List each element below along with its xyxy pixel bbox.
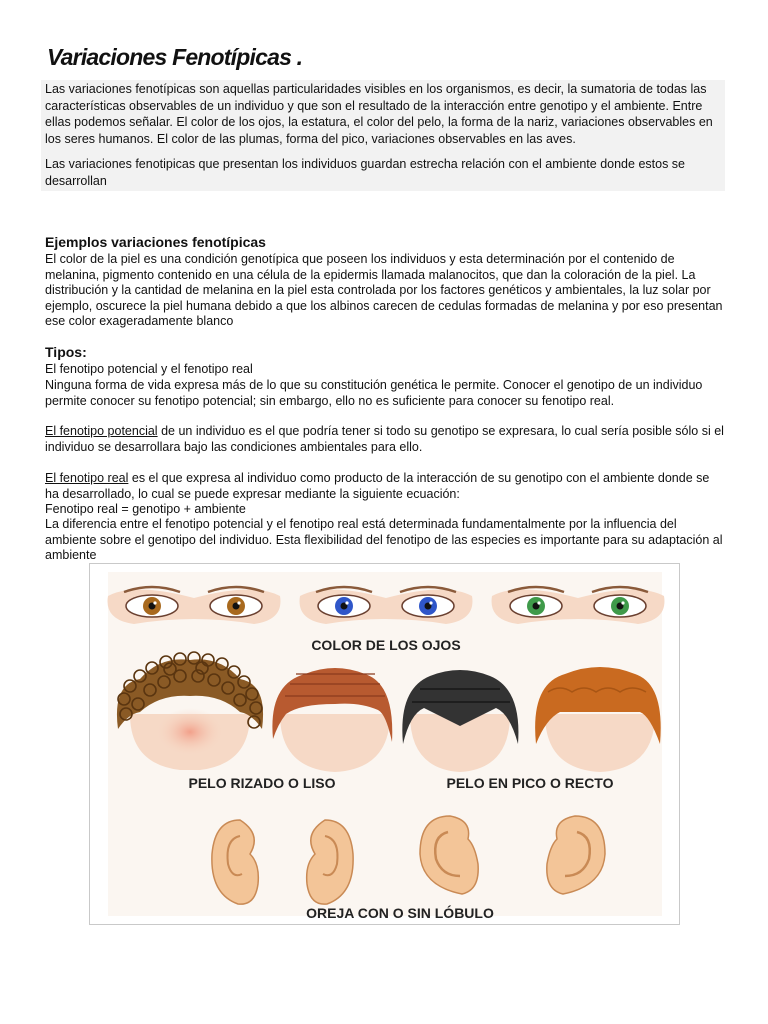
intro-paragraph-1: Las variaciones fenotípicas son aquellas particularidades visibles en los organismos, es decir, la sumatoria de todas las características observables de un individuo y que son el resultado de la interacción entre genotipo y el ambiente. Entre ellas podemos señalar. El color de los ojos, la estatura, el color del pelo, la forma de la nariz, variaciones observables en los seres humanos. El color de las plumas, forma del pico, variaciones observables en las aves. <box>45 82 713 146</box>
hair-label-peak: PELO EN PICO O RECTO <box>446 775 614 791</box>
eye-highlight <box>237 601 240 604</box>
phenotype-illustration-svg <box>90 564 679 924</box>
examples-heading: Ejemplos variaciones fenotípicas <box>45 234 266 250</box>
intro-box <box>41 80 725 191</box>
eye-highlight <box>153 601 156 604</box>
tipos-heading: Tipos: <box>45 344 87 360</box>
eye-highlight <box>429 601 432 604</box>
hair-label-curly: PELO RIZADO O LISO <box>188 775 336 791</box>
eye-highlight <box>345 601 348 604</box>
tipos-line-2: Ninguna forma de vida expresa más de lo que su constitución genética le permite. Conocer el genotipo de un individuo permite conocer su fenotipo potencial; sin embargo, ello no es suficiente para conocer su fenotipo real. <box>45 378 703 408</box>
fenotipo-real-paragraph <box>45 471 725 502</box>
cheek-blush <box>156 708 224 756</box>
eyes-label: COLOR DE LOS OJOS <box>311 637 461 653</box>
fenotipo-potencial-term: El fenotipo potencial <box>45 424 158 438</box>
tipos-line-1: El fenotipo potencial y el fenotipo real <box>45 362 253 376</box>
equation-line: Fenotipo real = genotipo + ambiente <box>45 502 246 516</box>
examples-body: El color de la piel es una condición genotípica que poseen los individuos y esta determinación por el contenido de melanina, pigmento contenido en una célula de la epidermis llamada malanocitos, que dan la coloración de la piel. La distribución y la cantidad de melanina en la piel esta controlada por los factores genéticos y ambientales, la luz solar por ejemplo, oscurece la piel humana debido a que los albinos carecen de cedulas formadas de melanina y por eso presentan ese color exageradamente blanco <box>45 252 723 328</box>
ear-label: OREJA CON O SIN LÓBULO <box>306 905 494 921</box>
fenotipo-potencial-paragraph <box>45 424 725 455</box>
intro-paragraph-2: Las variaciones fenotipicas que presentan los individuos guardan estrecha relación con el ambiente donde estos se desarrollan <box>45 157 685 188</box>
fenotipo-real-term: El fenotipo real <box>45 471 129 485</box>
page-title: Variaciones Fenotípicas . <box>47 44 303 70</box>
phenotype-illustration <box>89 563 680 925</box>
closing-paragraph: La diferencia entre el fenotipo potencial y el fenotipo real está determinada fundamentalmente por la influencia del ambiente sobre el genotipo del individuo. Esta flexibilidad del fenotipo de las especies es importante para su adaptación al ambiente <box>45 517 723 562</box>
eye-highlight <box>537 601 540 604</box>
fenotipo-potencial-text: de un individuo es el que podría tener si todo su genotipo se expresara, lo cual sería posible sólo si el individuo se desarrollara bajo las condiciones ambientales para ello. <box>45 424 724 454</box>
fenotipo-real-text: es el que expresa al individuo como producto de la interacción de su genotipo con el ambiente donde se ha desarrollado, lo cual se puede expresar mediante la siguiente ecuación: <box>45 471 710 501</box>
eye-highlight <box>621 601 624 604</box>
